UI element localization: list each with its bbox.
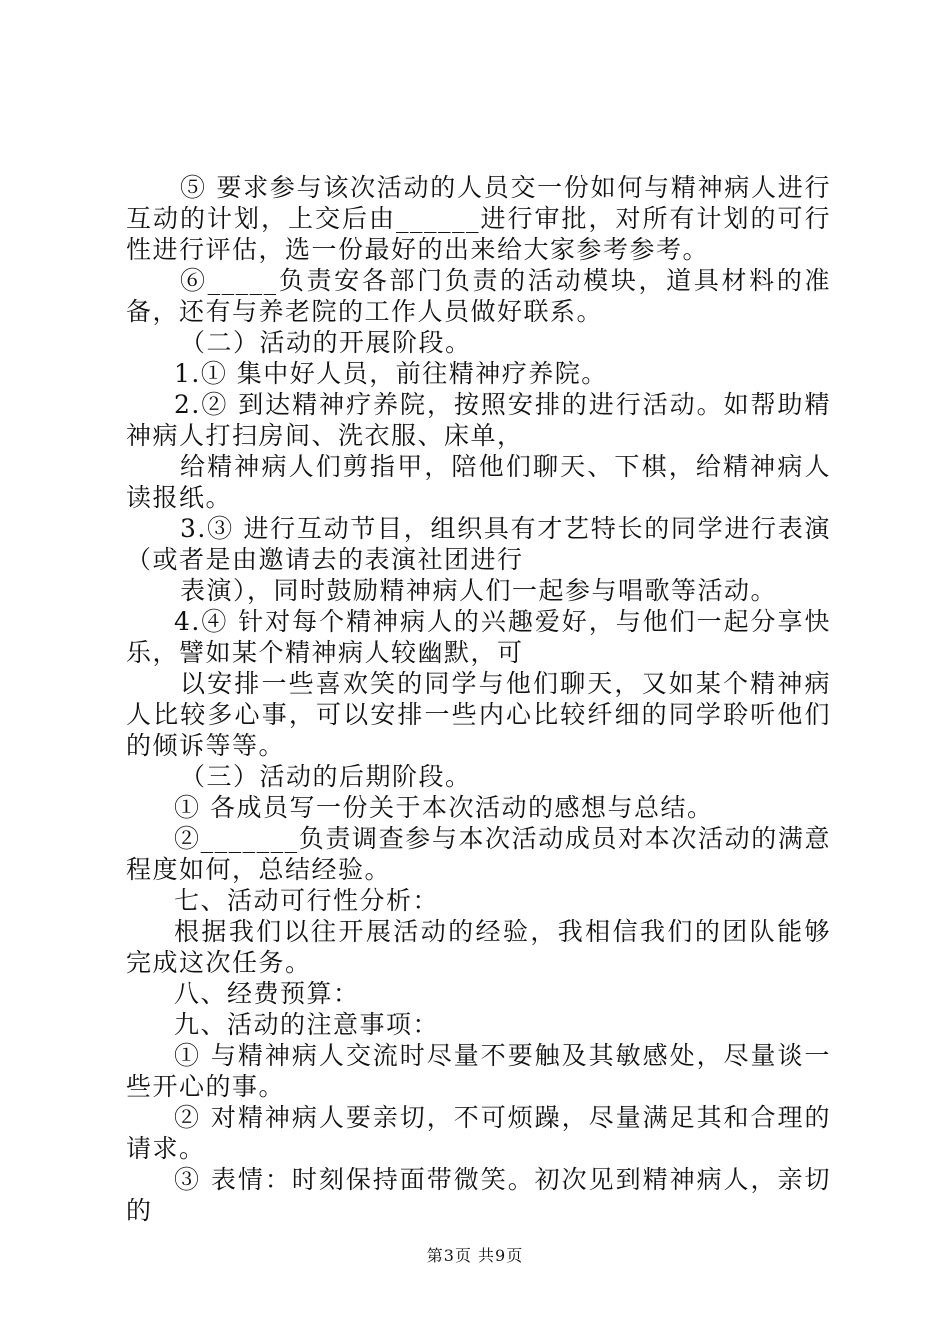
paragraph: 七、活动可行性分析： (174, 886, 440, 915)
document-body (126, 172, 831, 1226)
paragraph: ① 与精神病人交流时尽量不要触及其敏感处，尽量谈一些开心的事。 (126, 1041, 831, 1101)
paragraph: 给精神病人们剪指甲，陪他们聊天、下棋，给精神病人读报纸。 (126, 452, 831, 512)
paragraph: 九、活动的注意事项： (174, 1010, 440, 1039)
paragraph: 八、经费预算： (174, 979, 360, 1008)
paragraph: 表演），同时鼓励精神病人们一起参与唱歌等活动。 (180, 576, 778, 605)
paragraph: （三）活动的后期阶段。 (180, 762, 472, 791)
paragraph: ② 对精神病人要亲切，不可烦躁，尽量满足其和合理的请求。 (126, 1103, 831, 1163)
paragraph: 根据我们以往开展活动的经验，我相信我们的团队能够完成这次任务。 (126, 917, 831, 977)
paragraph: ⑤ 要求参与该次活动的人员交一份如何与精神病人进行互动的计划，上交后由______进行审批，对所有计划的可行性进行评估，选一份最好的出来给大家参考参考。 (126, 173, 831, 264)
paragraph: ① 各成员写一份关于本次活动的感想与总结。 (174, 793, 714, 822)
paragraph: 以安排一些喜欢笑的同学与他们聊天，又如某个精神病人比较多心事，可以安排一些内心比较纤细的同学聆听他们的倾诉等等。 (126, 669, 831, 760)
paragraph: 1.① 集中好人员，前往精神疗养院。 (174, 359, 608, 388)
paragraph: ②_______负责调查参与本次活动成员对本次活动的满意程度如何，总结经验。 (126, 824, 831, 884)
paragraph: （二）活动的开展阶段。 (180, 328, 472, 357)
paragraph: 4.④ 针对每个精神病人的兴趣爱好，与他们一起分享快乐，譬如某个精神病人较幽默，可 (126, 607, 831, 667)
page-footer: 第3页 共9页 (426, 1246, 524, 1265)
paragraph: ⑥_____负责安各部门负责的活动模块，道具材料的准备，还有与养老院的工作人员做好联系。 (126, 266, 831, 326)
paragraph: 3.③ 进行互动节目，组织具有才艺特长的同学进行表演（或者是由邀请去的表演社团进行 (126, 514, 831, 574)
paragraph: 2.② 到达精神疗养院，按照安排的进行活动。如帮助精神病人打扫房间、洗衣服、床单， (126, 390, 831, 450)
paragraph: ③ 表情：时刻保持面带微笑。初次见到精神病人，亲切的 (126, 1165, 831, 1225)
